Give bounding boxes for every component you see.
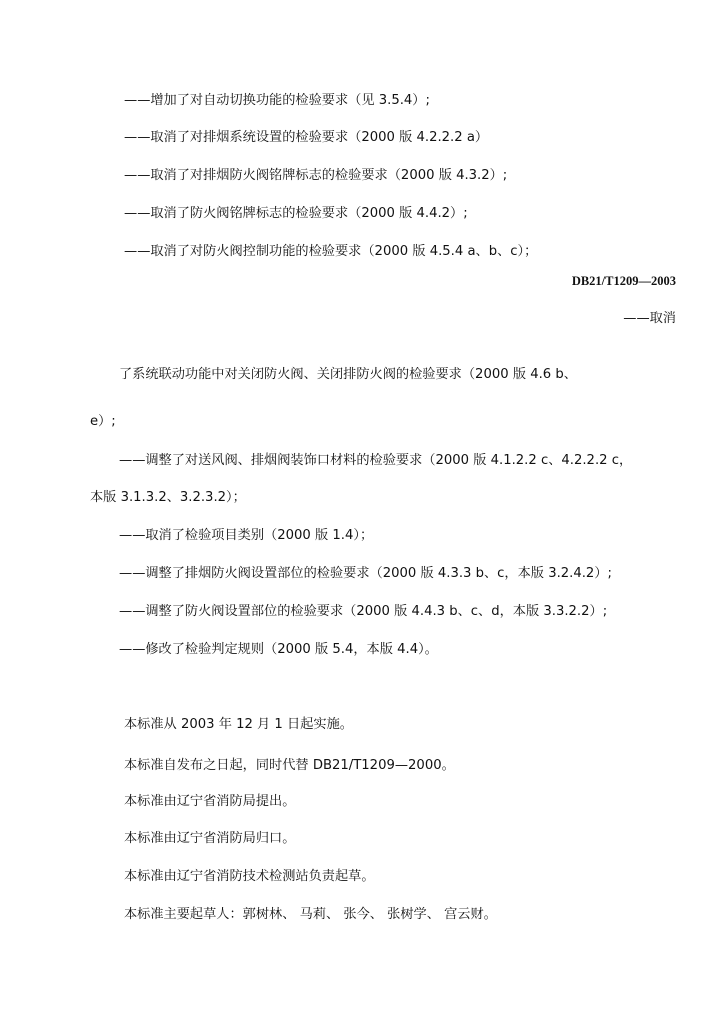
change-item-category: ——取消了检验项目类别（2000 版 1.4）； <box>119 528 374 543</box>
change-item-auto-switch: ——增加了对自动切换功能的检验要求（见 3.5.4）; <box>124 93 430 108</box>
info-proposed-by: 本标准由辽宁省消防局提出。 <box>124 794 296 809</box>
change-item-fire-damper-nameplate: ——取消了防火阀铭牌标志的检验要求（2000 版 4.4.2）; <box>124 206 468 221</box>
continued-line-end: e）; <box>90 414 116 429</box>
adjust-item-decor-material: ——调整了对送风阀、排烟阀装饰口材料的检验要求（2000 版 4.1.2.2 c、4.2.2.2 c， <box>119 453 633 468</box>
change-item-fire-damper-location: ——调整了防火阀设置部位的检验要求（2000 版 4.4.3 b、c、d，本版 3.3.2.2）; <box>119 604 608 619</box>
info-centralized-by: 本标准由辽宁省消防局归口。 <box>124 831 296 846</box>
change-item-smoke-damper-location: ——调整了排烟防火阀设置部位的检验要求（2000 版 4.3.3 b、c，本版 3.2.4.2）; <box>119 566 612 581</box>
info-effective-date: 本标准从 2003 年 12 月 1 日起实施。 <box>124 717 353 732</box>
change-item-smoke-system: ——取消了对排烟系统设置的检验要求（2000 版 4.2.2.2 a） <box>124 130 489 145</box>
info-drafted-by: 本标准由辽宁省消防技术检测站负责起草。 <box>124 869 375 884</box>
change-item-judgement-rules: ——修改了检验判定规则（2000 版 5.4，本版 4.4）。 <box>119 642 438 657</box>
adjust-item-decor-material-cont: 本版 3.1.3.2、3.2.3.2）； <box>90 490 246 505</box>
continued-line-linkage: 了系统联动功能中对关闭防火阀、关闭排防火阀的检验要求（2000 版 4.6 b、 <box>119 367 577 382</box>
header-standard-code: DB21/T1209—2003 <box>571 274 676 288</box>
continued-fragment: ——取消 <box>623 311 676 326</box>
change-item-fire-damper-control: ——取消了对防火阀控制功能的检验要求（2000 版 4.5.4 a、b、c）； <box>124 244 538 259</box>
info-replaces: 本标准自发布之日起，同时代替 DB21/T1209—2000。 <box>124 758 455 773</box>
change-item-smoke-damper-nameplate: ——取消了对排烟防火阀铭牌标志的检验要求（2000 版 4.3.2）; <box>124 168 508 183</box>
info-main-drafters: 本标准主要起草人：郭树林、 马莉、 张今、 张树学、 宫云财。 <box>124 907 497 922</box>
